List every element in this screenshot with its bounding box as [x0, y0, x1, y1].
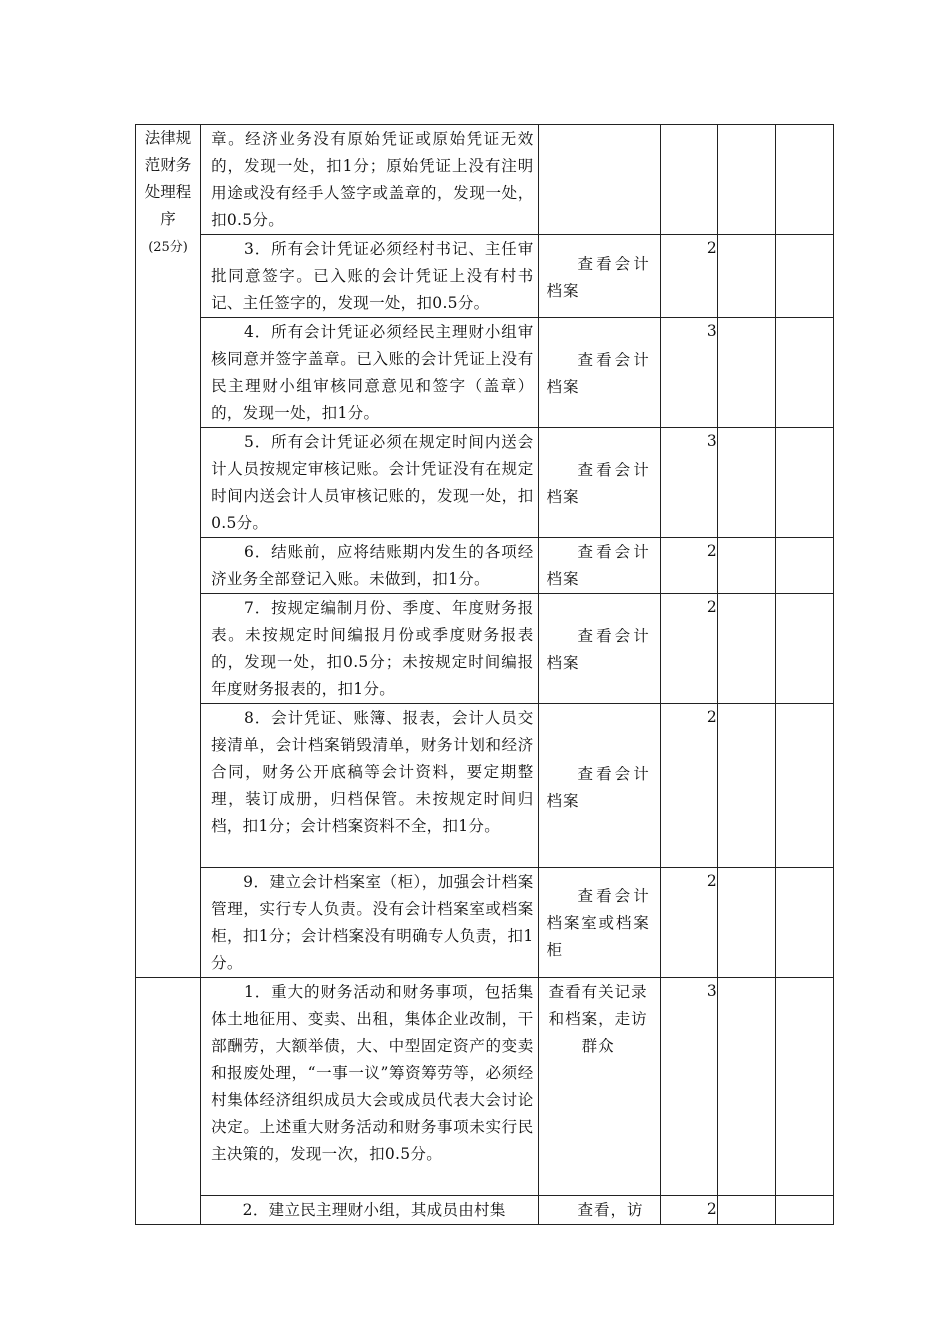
- blank-cell: [717, 704, 775, 868]
- score-cell: 2: [660, 1196, 717, 1225]
- blank-cell: [775, 1196, 833, 1225]
- method-cell: [538, 1196, 660, 1225]
- assessment-table: [135, 124, 834, 1225]
- blank-cell: [717, 235, 775, 318]
- item-text: 7．按规定编制月份、季度、年度财务报表。未按规定时间编报月份或季度财务报表的，发现一处，扣0.5分；未按规定时间编报年度财务报表的，扣1分。: [211, 599, 534, 698]
- category-name: 法律规范财务处理程序: [144, 129, 192, 228]
- method-cell: [538, 235, 660, 318]
- method-text: 查看会计档案: [546, 765, 650, 810]
- item-text: 2．建立民主理财小组，其成员由村集: [211, 1201, 506, 1219]
- score-cell: 2: [660, 538, 717, 594]
- blank-cell: [775, 318, 833, 428]
- item-cell: [201, 1196, 538, 1225]
- item-cell: [201, 538, 538, 594]
- item-text: 3．所有会计凭证必须经村书记、主任审批同意签字。已入账的会计凭证上没有村书记、主任签字的，发现一处，扣0.5分。: [211, 240, 534, 312]
- method-cell: [538, 318, 660, 428]
- item-cell: [201, 704, 538, 868]
- method-text: 查看有关记录和档案，走访群众: [548, 983, 648, 1055]
- blank-cell: [775, 704, 833, 868]
- table-row: [136, 428, 834, 538]
- blank-cell: [717, 868, 775, 978]
- method-cell: [538, 594, 660, 704]
- method-text: 查看会计档案: [546, 461, 650, 506]
- method-cell: [538, 978, 660, 1196]
- blank-cell: [717, 318, 775, 428]
- method-cell: [538, 428, 660, 538]
- blank-cell: [717, 428, 775, 538]
- blank-cell: [775, 978, 833, 1196]
- method-text: 查看会计档案: [546, 255, 650, 300]
- blank-cell: [717, 978, 775, 1196]
- score-cell: 2: [660, 704, 717, 868]
- category-cell-empty: [136, 978, 201, 1225]
- table-row: [136, 704, 834, 868]
- method-text: 查看会计档案室或档案柜: [546, 887, 650, 959]
- table-row: [136, 868, 834, 978]
- score-cell: 3: [660, 318, 717, 428]
- blank-cell: [775, 125, 833, 235]
- blank-cell: [717, 1196, 775, 1225]
- blank-cell: [717, 538, 775, 594]
- score-cell: [660, 125, 717, 235]
- table-row: [136, 318, 834, 428]
- item-text: 章。经济业务没有原始凭证或原始凭证无效的，发现一处，扣1分；原始凭证上没有注明用途或没有经手人签字或盖章的，发现一处，扣0.5分。: [211, 130, 534, 229]
- blank-cell: [775, 538, 833, 594]
- table-row: [136, 594, 834, 704]
- method-cell: [538, 125, 660, 235]
- score-cell: 2: [660, 235, 717, 318]
- item-cell: [201, 235, 538, 318]
- table-row: [136, 978, 834, 1196]
- item-cell: [201, 428, 538, 538]
- item-cell: [201, 318, 538, 428]
- method-text: 查看会计档案: [546, 543, 650, 588]
- blank-cell: [775, 235, 833, 318]
- blank-cell: [717, 594, 775, 704]
- method-text: 查看会计档案: [546, 627, 650, 672]
- item-cell: [201, 868, 538, 978]
- category-points: (25分): [148, 240, 188, 255]
- method-cell: [538, 538, 660, 594]
- item-text: 5．所有会计凭证必须在规定时间内送会计人员按规定审核记账。会计凭证没有在规定时间内送会计人员审核记账的，发现一处，扣0.5分。: [211, 433, 534, 532]
- score-cell: 2: [660, 868, 717, 978]
- blank-cell: [775, 428, 833, 538]
- item-text: 6．结账前，应将结账期内发生的各项经济业务全部登记入账。未做到，扣1分。: [211, 543, 534, 588]
- blank-cell: [775, 594, 833, 704]
- item-cell: [201, 594, 538, 704]
- table-row: [136, 235, 834, 318]
- method-text: 查看，访: [577, 1201, 644, 1219]
- category-cell: [136, 125, 201, 978]
- method-text: [539, 125, 660, 126]
- method-cell: [538, 704, 660, 868]
- item-text: 4．所有会计凭证必须经民主理财小组审核同意并签字盖章。已入账的会计凭证上没有民主理财小组审核同意意见和签字（盖章）的，发现一处，扣1分。: [211, 323, 534, 422]
- score-cell: 2: [660, 594, 717, 704]
- score-cell: 3: [660, 978, 717, 1196]
- method-cell: [538, 868, 660, 978]
- table-row: [136, 1196, 834, 1225]
- item-cell: [201, 978, 538, 1196]
- score-cell: 3: [660, 428, 717, 538]
- item-cell: [201, 125, 538, 235]
- item-text: 1．重大的财务活动和财务事项，包括集体土地征用、变卖、出租，集体企业改制，干部酬劳，大额举债，大、中型固定资产的变卖和报废处理，“一事一议”筹资筹劳等，必须经村集体经济组织成员大会或成员代表大会讨论决定。上述重大财务活动和财务事项未实行民主决策的，发现一次，扣0.5分。: [211, 983, 534, 1163]
- blank-cell: [717, 125, 775, 235]
- table-row: [136, 538, 834, 594]
- blank-cell: [775, 868, 833, 978]
- method-text: 查看会计档案: [546, 351, 650, 396]
- item-text: 8．会计凭证、账簿、报表，会计人员交接清单，会计档案销毁清单，财务计划和经济合同，财务公开底稿等会计资料，要定期整理，装订成册，归档保管。未按规定时间归档，扣1分；会计档案资料不全，扣1分。: [211, 709, 534, 835]
- table-row: [136, 125, 834, 235]
- item-text: 9．建立会计档案室（柜），加强会计档案管理，实行专人负责。没有会计档案室或档案柜，扣1分；会计档案没有明确专人负责，扣1分。: [211, 873, 534, 972]
